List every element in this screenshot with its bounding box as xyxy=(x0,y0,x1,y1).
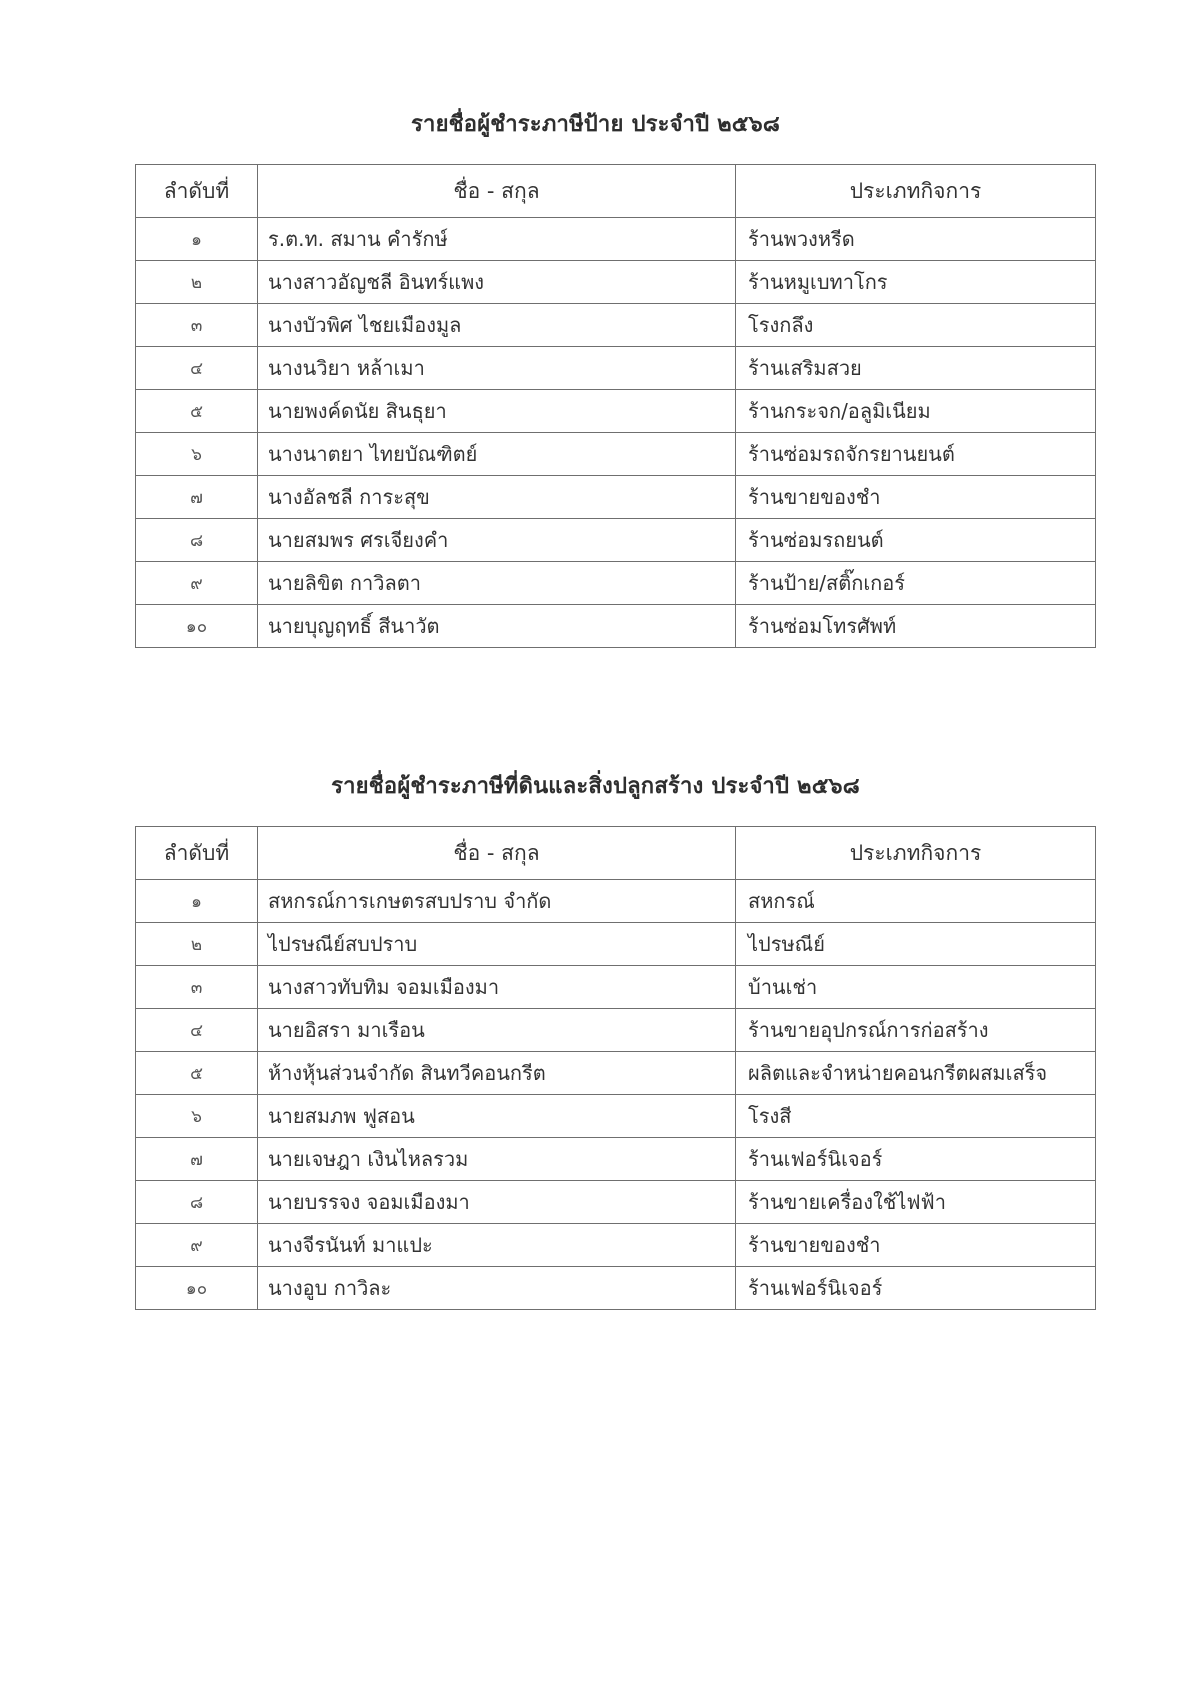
row-name: นางอูบ กาวิละ xyxy=(258,1267,736,1310)
row-number: ๖ xyxy=(136,433,258,476)
table-row xyxy=(136,923,1096,966)
table-row xyxy=(136,562,1096,605)
table-row xyxy=(136,1009,1096,1052)
row-name: ไปรษณีย์สบปราบ xyxy=(258,923,736,966)
row-number: ๓ xyxy=(136,304,258,347)
row-number: ๘ xyxy=(136,519,258,562)
table-row xyxy=(136,433,1096,476)
row-name: นางบัวพิศ ไชยเมืองมูล xyxy=(258,304,736,347)
row-business-type: ร้านป้าย/สติ๊กเกอร์ xyxy=(736,562,1096,605)
row-business-type: ร้านพวงหรีด xyxy=(736,218,1096,261)
row-number: ๕ xyxy=(136,1052,258,1095)
row-number: ๗ xyxy=(136,476,258,519)
row-number: ๑ xyxy=(136,880,258,923)
row-business-type: ร้านขายของชำ xyxy=(736,476,1096,519)
row-business-type: บ้านเช่า xyxy=(736,966,1096,1009)
row-number: ๔ xyxy=(136,1009,258,1052)
column-header-no: ลำดับที่ xyxy=(136,165,258,218)
row-name: นายบุญฤทธิ์ สีนาวัต xyxy=(258,605,736,648)
row-name: สหกรณ์การเกษตรสบปราบ จำกัด xyxy=(258,880,736,923)
row-name: นางสาวอัญชลี อินทร์แพง xyxy=(258,261,736,304)
row-name: นางนวิยา หล้าเมา xyxy=(258,347,736,390)
row-business-type: ร้านกระจก/อลูมิเนียม xyxy=(736,390,1096,433)
table-row xyxy=(136,390,1096,433)
column-header-name: ชื่อ - สกุล xyxy=(258,827,736,880)
column-header-type: ประเภทกิจการ xyxy=(736,165,1096,218)
row-number: ๒ xyxy=(136,261,258,304)
row-business-type: ร้านเสริมสวย xyxy=(736,347,1096,390)
table-header-row xyxy=(136,165,1096,218)
row-name: นางจีรนันท์ มาแปะ xyxy=(258,1224,736,1267)
row-business-type: ร้านเฟอร์นิเจอร์ xyxy=(736,1138,1096,1181)
row-name: นางอัลชลี การะสุข xyxy=(258,476,736,519)
table-header-row xyxy=(136,827,1096,880)
row-business-type: ร้านซ่อมโทรศัพท์ xyxy=(736,605,1096,648)
row-number: ๒ xyxy=(136,923,258,966)
row-business-type: ร้านขายของชำ xyxy=(736,1224,1096,1267)
column-header-no: ลำดับที่ xyxy=(136,827,258,880)
table-row xyxy=(136,966,1096,1009)
row-name: นางสาวทับทิม จอมเมืองมา xyxy=(258,966,736,1009)
table-row xyxy=(136,1138,1096,1181)
row-business-type: ร้านขายเครื่องใช้ไฟฟ้า xyxy=(736,1181,1096,1224)
row-business-type: สหกรณ์ xyxy=(736,880,1096,923)
row-name: ห้างหุ้นส่วนจำกัด สินทวีคอนกรีต xyxy=(258,1052,736,1095)
row-business-type: ร้านขายอุปกรณ์การก่อสร้าง xyxy=(736,1009,1096,1052)
row-number: ๑๐ xyxy=(136,605,258,648)
land-building-tax-title: รายชื่อผู้ชำระภาษีที่ดินและสิ่งปลูกสร้าง ประจำปี ๒๕๖๘ xyxy=(331,774,860,799)
row-number: ๓ xyxy=(136,966,258,1009)
row-name: นายอิสรา มาเรือน xyxy=(258,1009,736,1052)
table-row xyxy=(136,1267,1096,1310)
column-header-name: ชื่อ - สกุล xyxy=(258,165,736,218)
row-name: นายลิขิต กาวิลตา xyxy=(258,562,736,605)
table-row xyxy=(136,605,1096,648)
row-number: ๑ xyxy=(136,218,258,261)
row-business-type: โรงสี xyxy=(736,1095,1096,1138)
row-number: ๗ xyxy=(136,1138,258,1181)
table-row xyxy=(136,1181,1096,1224)
row-business-type: ร้านเฟอร์นิเจอร์ xyxy=(736,1267,1096,1310)
row-business-type: ผลิตและจำหน่ายคอนกรีตผสมเสร็จ xyxy=(736,1052,1096,1095)
land-building-tax-table xyxy=(135,826,1096,1310)
table-row xyxy=(136,1224,1096,1267)
row-name: นายบรรจง จอมเมืองมา xyxy=(258,1181,736,1224)
row-number: ๔ xyxy=(136,347,258,390)
row-name: นายพงค์ดนัย สินธุยา xyxy=(258,390,736,433)
row-number: ๘ xyxy=(136,1181,258,1224)
row-name: นางนาตยา ไทยบัณฑิตย์ xyxy=(258,433,736,476)
row-name: นายเจษฎา เงินไหลรวม xyxy=(258,1138,736,1181)
table-row xyxy=(136,519,1096,562)
table-row xyxy=(136,347,1096,390)
table-row xyxy=(136,1095,1096,1138)
row-number: ๙ xyxy=(136,1224,258,1267)
row-name: นายสมพร ศรเจียงคำ xyxy=(258,519,736,562)
table-row xyxy=(136,880,1096,923)
row-number: ๕ xyxy=(136,390,258,433)
row-name: ร.ต.ท. สมาน คำรักษ์ xyxy=(258,218,736,261)
table-row xyxy=(136,261,1096,304)
signboard-tax-table xyxy=(135,164,1096,648)
row-number: ๖ xyxy=(136,1095,258,1138)
table-row xyxy=(136,1052,1096,1095)
signboard-tax-title: รายชื่อผู้ชำระภาษีป้าย ประจำปี ๒๕๖๘ xyxy=(411,112,780,137)
row-business-type: ร้านซ่อมรถจักรยานยนต์ xyxy=(736,433,1096,476)
table-row xyxy=(136,476,1096,519)
row-business-type: ไปรษณีย์ xyxy=(736,923,1096,966)
column-header-type: ประเภทกิจการ xyxy=(736,827,1096,880)
row-number: ๑๐ xyxy=(136,1267,258,1310)
row-business-type: โรงกลึง xyxy=(736,304,1096,347)
row-number: ๙ xyxy=(136,562,258,605)
table-row xyxy=(136,218,1096,261)
row-business-type: ร้านซ่อมรถยนต์ xyxy=(736,519,1096,562)
table-row xyxy=(136,304,1096,347)
row-name: นายสมภพ ฟูสอน xyxy=(258,1095,736,1138)
row-business-type: ร้านหมูเบทาโกร xyxy=(736,261,1096,304)
